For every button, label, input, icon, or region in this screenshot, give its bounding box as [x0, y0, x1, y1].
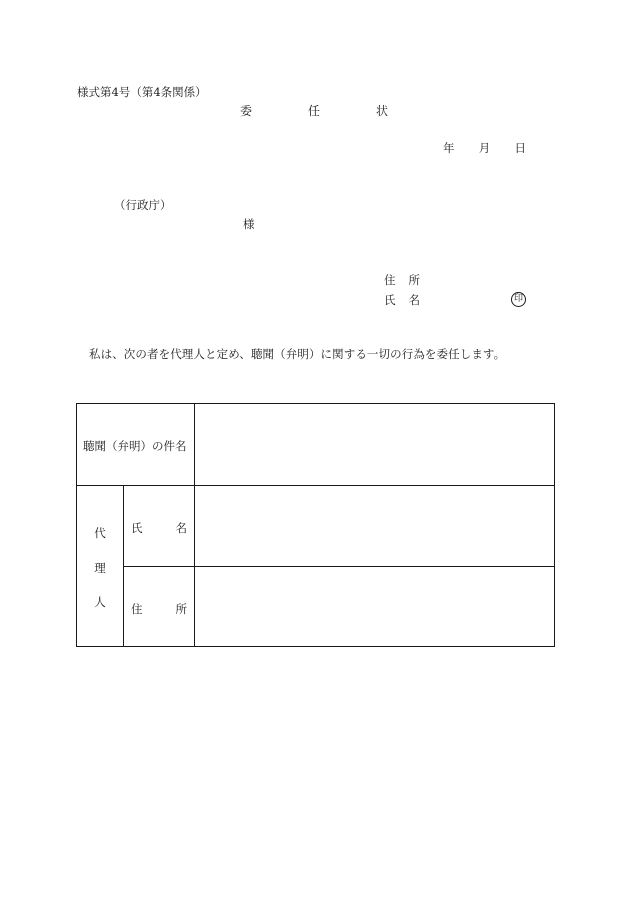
principal-address-char-2: 所 — [408, 273, 420, 287]
principal-name-label — [384, 295, 420, 307]
principal-address-char-1: 住 — [384, 273, 396, 287]
principal-name-char-2: 名 — [408, 293, 420, 307]
document-title — [240, 105, 388, 117]
form-number: 様式第4号（第4条関係） — [77, 85, 207, 99]
agent-label-char-2: 理 — [94, 560, 106, 575]
agent-address-field[interactable] — [195, 567, 554, 646]
principal-name-char-1: 氏 — [384, 293, 396, 307]
case-name-label: 聴聞（弁明）の件名 — [83, 439, 187, 453]
date-month: 月 — [478, 141, 491, 155]
agent-address-char-1: 住 — [131, 602, 143, 616]
agent-name-char-2: 名 — [175, 521, 187, 535]
case-name-field[interactable] — [195, 404, 554, 485]
agent-label-char-1: 代 — [94, 526, 106, 540]
recipient-authority: （行政庁） — [114, 198, 172, 212]
agent-name-char-1: 氏 — [131, 521, 143, 535]
principal-address-label — [384, 275, 420, 287]
delegation-table — [76, 403, 555, 647]
title-char-3: 状 — [375, 104, 388, 118]
delegation-statement: 私は、次の者を代理人と定め、聴聞（弁明）に関する一切の行為を委任します。 — [89, 347, 506, 361]
date-year: 年 — [443, 141, 455, 155]
date-line — [443, 143, 526, 155]
agent-name-field[interactable] — [195, 486, 554, 566]
agent-label-char-3: 人 — [94, 595, 106, 609]
title-char-2: 任 — [307, 104, 320, 118]
agent-label — [77, 485, 123, 646]
title-char-1: 委 — [240, 104, 253, 118]
date-day: 日 — [514, 141, 526, 155]
agent-name-label — [131, 520, 187, 536]
recipient-honorific: 様 — [243, 217, 255, 231]
agent-address-char-2: 所 — [175, 602, 187, 616]
agent-address-label — [131, 601, 187, 617]
seal-mark: 印 — [511, 292, 526, 307]
